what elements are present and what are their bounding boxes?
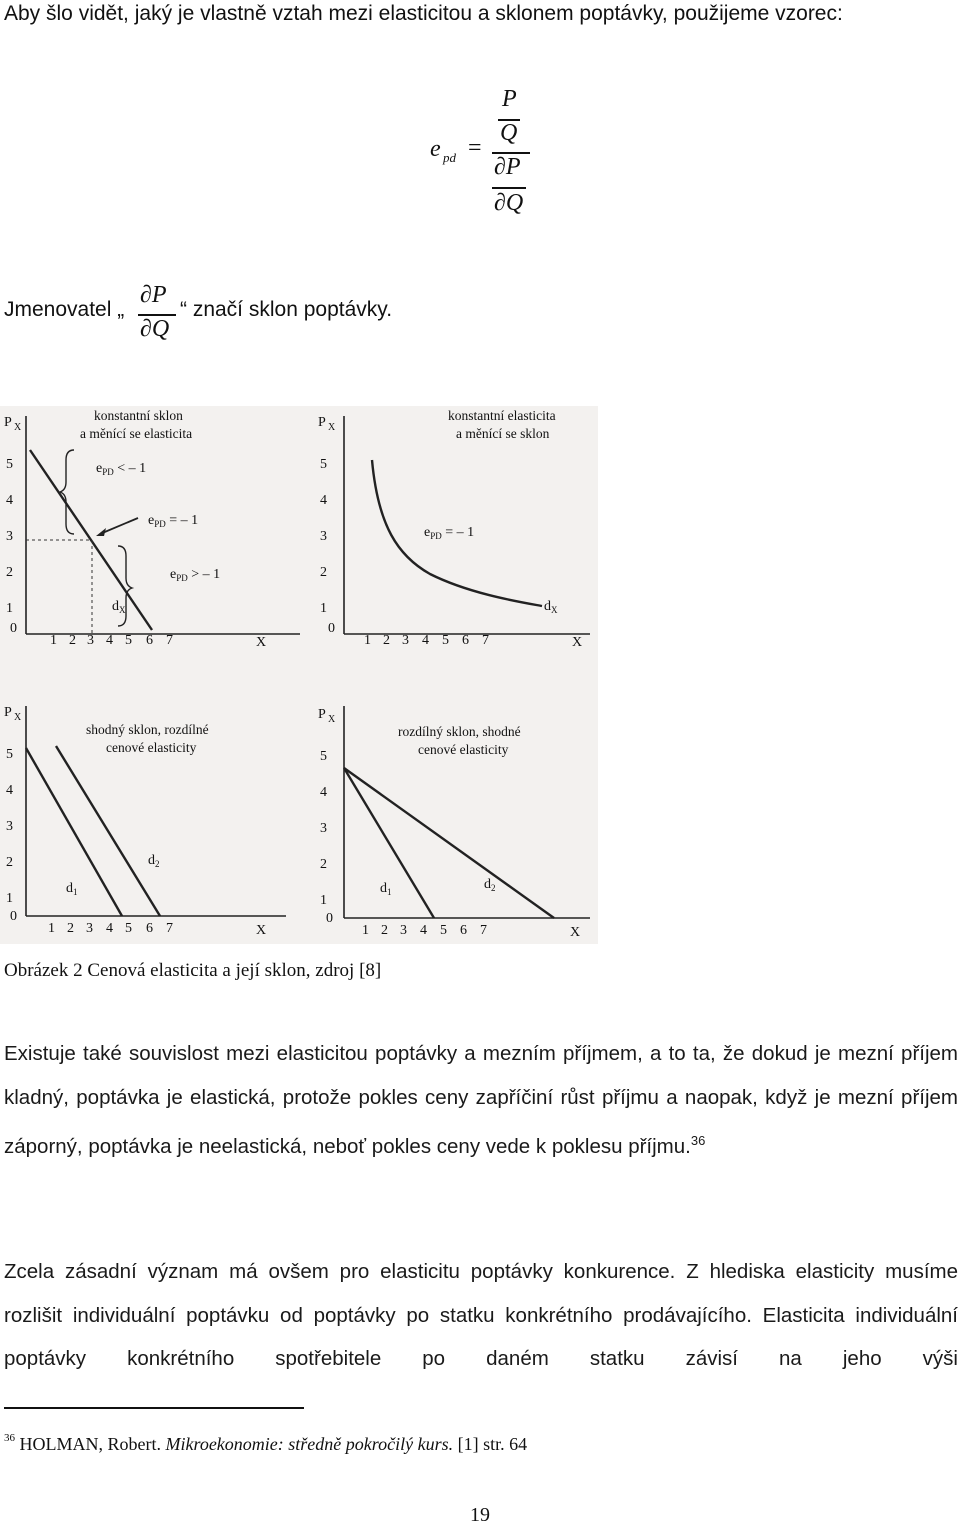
panel2-ytick: 0 xyxy=(328,621,335,636)
panel2-y-label: P xyxy=(318,415,326,430)
panel1-xtick: 1 xyxy=(50,633,57,648)
panel1-ytick: 0 xyxy=(10,621,17,636)
paragraph-2: Zcela zásadní význam má ovšem pro elasticitu poptávky konkurence. Z hlediska elasticity musíme rozlišit individuální poptávku od poptávky po statku konkrétního prodávajícího. Elasticita individuální poptávky konkrétního spotřebitele po daném statku závisí na jeho výši xyxy=(4,1260,958,1370)
panel2-ytick: 2 xyxy=(320,565,327,580)
panel1-xtick: 2 xyxy=(69,633,76,648)
panel1-x-label: X xyxy=(256,635,267,650)
panel1-ytick: 2 xyxy=(6,565,13,580)
footnote-ref: 36 xyxy=(690,1133,706,1148)
page-number: 19 xyxy=(470,1504,490,1526)
panel3-ytick: 2 xyxy=(6,855,13,870)
panel3-label-d1: $d_1$ xyxy=(66,881,78,897)
footnote-title: Mikroekonomie: středně pokročilý kurs. xyxy=(165,1434,454,1454)
footnote xyxy=(4,1434,527,1455)
panel4-ytick: 3 xyxy=(320,821,327,836)
panel2-xtick: 5 xyxy=(442,633,449,648)
elasticity-formula xyxy=(420,80,560,220)
panel3-ytick: 1 xyxy=(6,891,13,906)
denominator-fraction xyxy=(138,282,182,352)
panel2-y-sub: X xyxy=(328,422,336,433)
footnote-rule xyxy=(4,1407,304,1409)
panel-same-slope xyxy=(4,705,286,938)
panel3-xtick: 6 xyxy=(146,921,153,936)
panel4-xtick: 5 xyxy=(440,923,447,938)
formula-top-num: P xyxy=(502,86,517,112)
panel3-ytick: 5 xyxy=(6,747,13,762)
panel4-title-2: cenové elasticity xyxy=(418,742,509,757)
panel1-xtick: 7 xyxy=(166,633,173,648)
footnote-author: HOLMAN, Robert. xyxy=(19,1434,161,1454)
panel1-arrow-head xyxy=(96,528,106,536)
denominator-suffix: “ značí sklon poptávky. xyxy=(180,298,393,321)
elasticity-figure xyxy=(0,406,598,944)
formula-lhs-sub: pd xyxy=(443,150,456,165)
panel2-xtick: 3 xyxy=(402,633,409,648)
panel2-ytick: 3 xyxy=(320,529,327,544)
panel3-title-2: cenové elasticity xyxy=(106,740,197,755)
panel3-ytick: 0 xyxy=(10,909,17,924)
panel4-label-d2: $d_2$ xyxy=(484,877,496,893)
panel3-x-label: X xyxy=(256,923,267,938)
paragraph-1 xyxy=(4,1032,958,1168)
panel3-xtick: 4 xyxy=(106,921,113,936)
panel2-ytick: 5 xyxy=(320,457,327,472)
panel3-title-1: shodný sklon, rozdílné xyxy=(86,722,209,737)
panel1-demand-line xyxy=(30,450,152,630)
panel4-title-1: rozdílný sklon, shodné xyxy=(398,724,521,739)
panel2-xtick: 1 xyxy=(364,633,371,648)
panel3-y-label: P xyxy=(4,705,12,720)
panel4-ytick: 1 xyxy=(320,893,327,908)
panel1-brace-upper xyxy=(60,450,74,534)
formula-top-den: Q xyxy=(500,120,518,146)
formula-bot-fraction-line xyxy=(492,187,526,189)
panel1-xtick: 6 xyxy=(146,633,153,648)
panel1-curve-label: $d_X$ xyxy=(112,599,126,615)
panel4-xtick: 1 xyxy=(362,923,369,938)
panel1-y-sub: X xyxy=(14,422,22,433)
panel2-ytick: 1 xyxy=(320,601,327,616)
elasticity-figure-svg xyxy=(0,406,598,944)
panel4-ytick: 5 xyxy=(320,749,327,764)
panel3-xtick: 5 xyxy=(125,921,132,936)
paragraph-1-text: Existuje také souvislost mezi elasticitou poptávky a mezním příjmem, a to ta, že dokud je mezní příjem kladný, poptávka je elastická, protože pokles ceny zapříčiní růst příjmu a naopak, když je mezní příjem záporný, poptávka je neelastická, neboť pokles ceny vede k poklesu příjmu. xyxy=(4,1042,958,1158)
footnote-rest: [1] str. 64 xyxy=(457,1434,528,1454)
panel1-xtick: 4 xyxy=(106,633,113,648)
formula-bot-den: ∂Q xyxy=(494,190,524,216)
panel3-y-sub: X xyxy=(14,712,22,723)
panel4-y-sub: X xyxy=(328,714,336,725)
panel4-ytick: 2 xyxy=(320,857,327,872)
panel1-ytick: 3 xyxy=(6,529,13,544)
panel2-xtick: 2 xyxy=(383,633,390,648)
panel2-curve-label: $d_X$ xyxy=(544,599,558,615)
formula-lhs: e xyxy=(430,136,441,162)
panel1-ytick: 1 xyxy=(6,601,13,616)
panel3-ytick: 4 xyxy=(6,783,13,798)
panel1-ytick: 5 xyxy=(6,457,13,472)
formula-equals: = xyxy=(468,135,482,161)
panel1-ytick: 4 xyxy=(6,493,13,508)
intro-text: Aby šlo vidět, jaký je vlastně vztah mezi elasticitou a sklonem poptávky, použijeme vzorec: xyxy=(4,2,843,25)
panel2-xtick: 4 xyxy=(422,633,429,648)
panel3-xtick: 1 xyxy=(48,921,55,936)
panel4-x-label: X xyxy=(570,925,581,940)
panel1-annot-eq: $e_{PD}$ = – 1 xyxy=(148,513,199,529)
panel4-label-d1: $d_1$ xyxy=(380,881,392,897)
figure-caption: Obrázek 2 Cenová elasticita a její sklon, zdroj [8] xyxy=(4,960,382,981)
denominator-prefix: Jmenovatel „ xyxy=(4,298,125,321)
panel1-annot-lt: $e_{PD}$ < – 1 xyxy=(96,461,147,477)
panel1-xtick: 5 xyxy=(125,633,132,648)
panel4-xtick: 3 xyxy=(400,923,407,938)
panel1-title-2: a měnící se elasticita xyxy=(80,426,193,441)
panel2-title-2: a měnící se sklon xyxy=(456,426,550,441)
panel3-label-d2: $d_2$ xyxy=(148,853,160,869)
panel4-xtick: 6 xyxy=(460,923,467,938)
panel1-y-label: P xyxy=(4,415,12,430)
panel4-xtick: 7 xyxy=(480,923,487,938)
panel2-xtick: 6 xyxy=(462,633,469,648)
panel2-annot-eq: $e_{PD}$ = – 1 xyxy=(424,525,475,541)
panel-different-slope xyxy=(318,706,590,940)
denominator-den: ∂Q xyxy=(140,316,170,342)
footnote-number: 36 xyxy=(4,1432,15,1444)
panel4-xtick: 2 xyxy=(381,923,388,938)
panel3-xtick: 7 xyxy=(166,921,173,936)
panel-constant-slope xyxy=(4,408,300,650)
panel-constant-elasticity xyxy=(318,408,590,650)
panel4-ytick: 4 xyxy=(320,785,327,800)
panel4-xtick: 4 xyxy=(420,923,427,938)
panel3-ytick: 3 xyxy=(6,819,13,834)
panel3-xtick: 3 xyxy=(86,921,93,936)
panel2-xtick: 7 xyxy=(482,633,489,648)
panel1-xtick: 3 xyxy=(87,633,94,648)
formula-bot-num: ∂P xyxy=(494,154,521,180)
panel2-ytick: 4 xyxy=(320,493,327,508)
panel4-y-label: P xyxy=(318,707,326,722)
denominator-num: ∂P xyxy=(140,282,167,308)
panel3-xtick: 2 xyxy=(67,921,74,936)
panel2-x-label: X xyxy=(572,635,583,650)
panel1-annot-gt: $e_{PD}$ > – 1 xyxy=(170,567,221,583)
panel1-title-1: konstantní sklon xyxy=(94,408,183,423)
panel1-arrow xyxy=(100,518,138,534)
panel4-demand-d2 xyxy=(344,768,554,918)
panel2-title-1: konstantní elasticita xyxy=(448,408,556,423)
panel4-ytick: 0 xyxy=(326,911,333,926)
